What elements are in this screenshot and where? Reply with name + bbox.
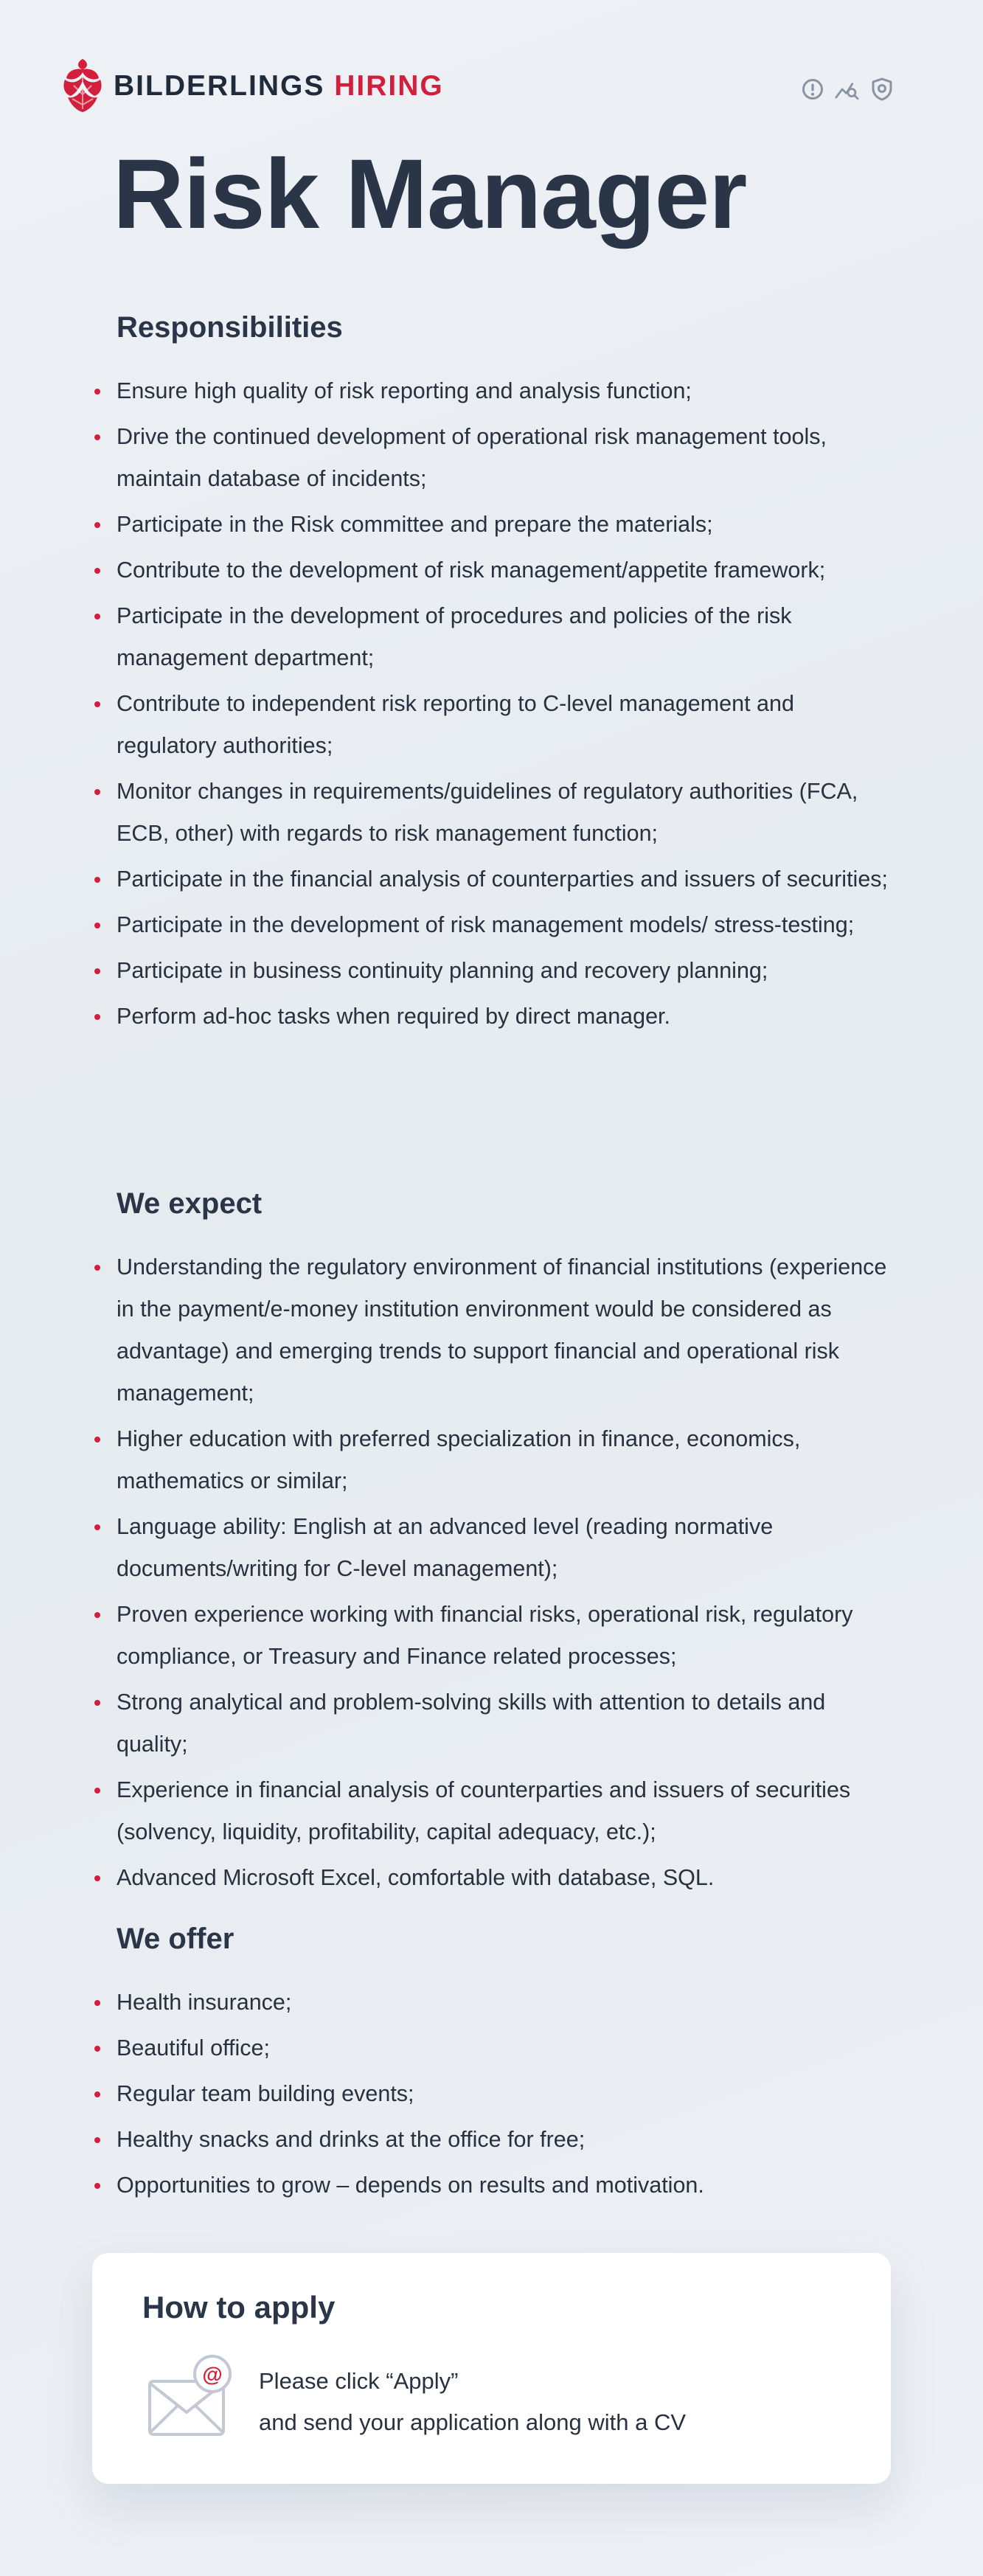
logo-text [114,69,444,102]
list-item: Contribute to independent risk reporting to C-level management and regulatory authorities; [117,683,891,767]
list-item: Regular team building events; [117,2073,891,2115]
list-item: Monitor changes in requirements/guidelines of regulatory authorities (FCA, ECB, other) with regards to risk management function; [117,771,891,855]
list-item: Higher education with preferred specialization in finance, economics, mathematics or similar; [117,1418,891,1502]
list-item: Drive the continued development of operational risk management tools, maintain database of incidents; [117,416,891,500]
list-item: Ensure high quality of risk reporting and analysis function; [117,370,891,412]
list-item: Experience in financial analysis of counterparties and issuers of securities (solvency, liquidity, profitability, capital adequacy, etc.); [117,1769,891,1853]
list-item: Perform ad-hoc tasks when required by direct manager. [117,996,891,1038]
brand-name: BILDERLINGS [114,69,325,102]
responsibilities-heading: Responsibilities [117,311,343,344]
expect-list [117,1246,891,1903]
shield-icon[interactable] [869,77,894,101]
email-icon [147,2355,235,2445]
expect-heading: We expect [117,1187,263,1220]
header-icons [800,77,894,101]
logo[interactable] [60,58,444,114]
brand-accent: HIRING [334,69,444,102]
list-item: Proven experience working with financial risks, operational risk, regulatory compliance, or Treasury and Finance related processes; [117,1594,891,1678]
apply-line-1: Please click “Apply” [259,2368,459,2394]
responsibilities-list [117,370,891,1041]
pinecone-logo-icon [60,58,105,114]
offer-heading: We offer [117,1923,235,1955]
list-item: Understanding the regulatory environment of financial institutions (experience in the payment/e-money institution environment would be considered as advantage) and emerging trends to support financial and operational risk management; [117,1246,891,1414]
header [60,58,894,117]
how-to-apply-card [92,2253,891,2484]
list-item: Health insurance; [117,1982,891,2024]
list-item: Opportunities to grow – depends on results and motivation. [117,2164,891,2207]
list-item: Advanced Microsoft Excel, comfortable with database, SQL. [117,1857,891,1899]
apply-heading: How to apply [142,2290,336,2325]
list-item: Contribute to the development of risk management/appetite framework; [117,549,891,591]
list-item: Participate in business continuity planning and recovery planning; [117,950,891,992]
list-item: Participate in the development of risk management models/ stress-testing; [117,904,891,946]
list-item: Language ability: English at an advanced level (reading normative documents/writing for C-level management); [117,1506,891,1590]
list-item: Healthy snacks and drinks at the office for free; [117,2119,891,2161]
list-item: Strong analytical and problem-solving skills with attention to details and quality; [117,1681,891,1766]
list-item: Participate in the development of procedures and policies of the risk management department; [117,595,891,679]
list-item: Participate in the Risk committee and prepare the materials; [117,504,891,546]
svg-text:@: @ [202,2363,223,2386]
analytics-icon[interactable] [835,77,859,101]
apply-instructions [259,2361,686,2443]
list-item: Participate in the financial analysis of counterparties and issuers of securities; [117,858,891,900]
apply-line-2: and send your application along with a CV [259,2409,687,2435]
offer-list [117,1982,891,2210]
list-item: Beautiful office; [117,2027,891,2069]
page-title: Risk Manager [113,139,747,249]
alert-icon[interactable] [800,77,824,101]
